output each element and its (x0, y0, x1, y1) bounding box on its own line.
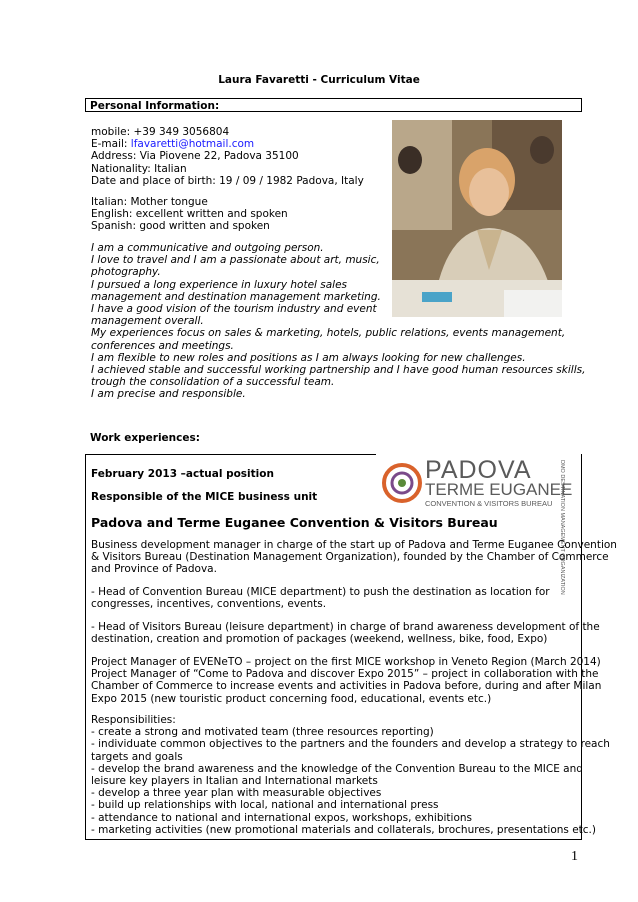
personal-info-header: Personal Information: (85, 98, 582, 112)
text-line: - develop a three year plan with measurable objectives (91, 787, 382, 800)
profile-line: trough the consolidation of a successful team. (91, 376, 335, 389)
profile-line: management and destination management marketing. (91, 290, 381, 303)
job-responsibilities (91, 714, 610, 836)
text-line: - Head of Convention Bureau (MICE department) to push the destination as location for (91, 586, 550, 598)
text-line: Business development manager in charge of the start up of Padova and Terme Euganee Convention (91, 539, 617, 551)
job-paragraph-2 (91, 586, 550, 610)
text-line: and Province of Padova. (91, 563, 217, 576)
language-spanish: Spanish: good written and spoken (91, 220, 270, 233)
profile-line: I am flexible to new roles and positions as I am always looking for new challenges. (91, 351, 526, 364)
contact-block (91, 126, 364, 187)
contact-nationality: Nationality: Italian (91, 162, 187, 175)
profile-line: I have a good vision of the tourism industry and event (91, 302, 377, 315)
logo-tagline: CONVENTION & VISITORS BUREAU (425, 499, 553, 508)
profile-line: I love to travel and I am a passionate about art, music, (91, 254, 380, 267)
document-title: Laura Favaretti - Curriculum Vitae (218, 74, 420, 86)
email-label: E-mail: (91, 138, 131, 151)
text-line: destination, creation and promotion of packages (weekend, wellness, bike, food, Expo) (91, 633, 548, 646)
text-line: Responsibilities: (91, 714, 176, 726)
language-english: English: excellent written and spoken (91, 208, 288, 221)
job-paragraph-1 (91, 539, 617, 576)
page-number: 1 (571, 849, 578, 864)
job-paragraph-3 (91, 621, 600, 645)
logo-subtitle: TERME EUGANEE (425, 480, 573, 499)
email-link[interactable]: lfavaretti@hotmail.com (130, 138, 255, 151)
logo-circle-icon (381, 462, 423, 504)
text-line: - individuate common objectives to the partners and the founders and develop a strategy to reach (91, 738, 610, 751)
profile-line: I pursued a long experience in luxury hotel sales (91, 278, 348, 291)
profile-line: photography. (91, 266, 161, 279)
text-line: - Head of Visitors Bureau (leisure department) in charge of brand awareness development of the (91, 621, 600, 633)
contact-birth: Date and place of birth: 19 / 09 / 1982 Padova, Italy (91, 174, 364, 187)
profile-line: I achieved stable and successful working partnership and I have good human resources skills, (91, 363, 586, 376)
contact-address: Address: Via Piovene 22, Padova 35100 (91, 150, 299, 163)
logo-dmo-mark (553, 458, 579, 595)
text-line: - create a strong and motivated team (three resources reporting) (91, 726, 434, 739)
text-line: - attendance to national and international expos, workshops, exhibitions (91, 811, 472, 824)
logo-title: PADOVA (425, 456, 532, 484)
profile-line: I am precise and responsible. (91, 388, 246, 401)
text-line: targets and goals (91, 750, 183, 763)
organization-name: Padova and Terme Euganee Convention & Visitors Bureau (91, 515, 498, 530)
text-line: - marketing activities (new promotional materials and collaterals, brochures, presentations etc.) (91, 823, 596, 836)
text-line: leisure key players in Italian and International markets (91, 774, 378, 787)
profile-line: management overall. (91, 315, 204, 328)
text-line: - develop the brand awareness and the knowledge of the Convention Bureau to the MICE and (91, 762, 583, 775)
text-line: Expo 2015 (new touristic product concerning food, educational, events etc.) (91, 692, 492, 705)
profile-line: I am a communicative and outgoing person. (91, 242, 324, 254)
padova-cvb-logo (381, 456, 581, 595)
logo-vertical-text: DMO DESTINATION MANAGEMENT ORGANIZATION (559, 460, 565, 595)
text-line: Project Manager of EVENeTO – project on the first MICE workshop in Veneto Region (March 2014) (91, 656, 601, 668)
text-line: Project Manager of “Come to Padova and discover Expo 2015” – project in collaboration with the (91, 668, 599, 681)
portrait-illustration (392, 120, 562, 317)
languages-block (91, 196, 288, 233)
text-line: & Visitors Bureau (Destination Management Organization), founded by the Chamber of Commerce (91, 551, 609, 564)
language-italian: Italian: Mother tongue (91, 196, 208, 208)
profile-line: My experiences focus on sales & marketing, hotels, public relations, events management, (91, 327, 566, 340)
job-role: Responsible of the MICE business unit (91, 491, 318, 503)
text-line: Chamber of Commerce to increase events and activities in Padova before, during and after Milan (91, 680, 602, 693)
contact-mobile: mobile: +39 349 3056804 (91, 126, 230, 138)
portrait-photo (392, 120, 562, 317)
contact-email-line (91, 138, 364, 150)
profile-line: conferences and meetings. (91, 339, 234, 352)
job-paragraph-4 (91, 656, 601, 705)
work-experiences-header: Work experiences: (90, 432, 200, 444)
job-period: February 2013 –actual position (91, 468, 274, 480)
text-line: - build up relationships with local, national and international press (91, 799, 439, 812)
text-line: congresses, incentives, conventions, events. (91, 598, 327, 611)
